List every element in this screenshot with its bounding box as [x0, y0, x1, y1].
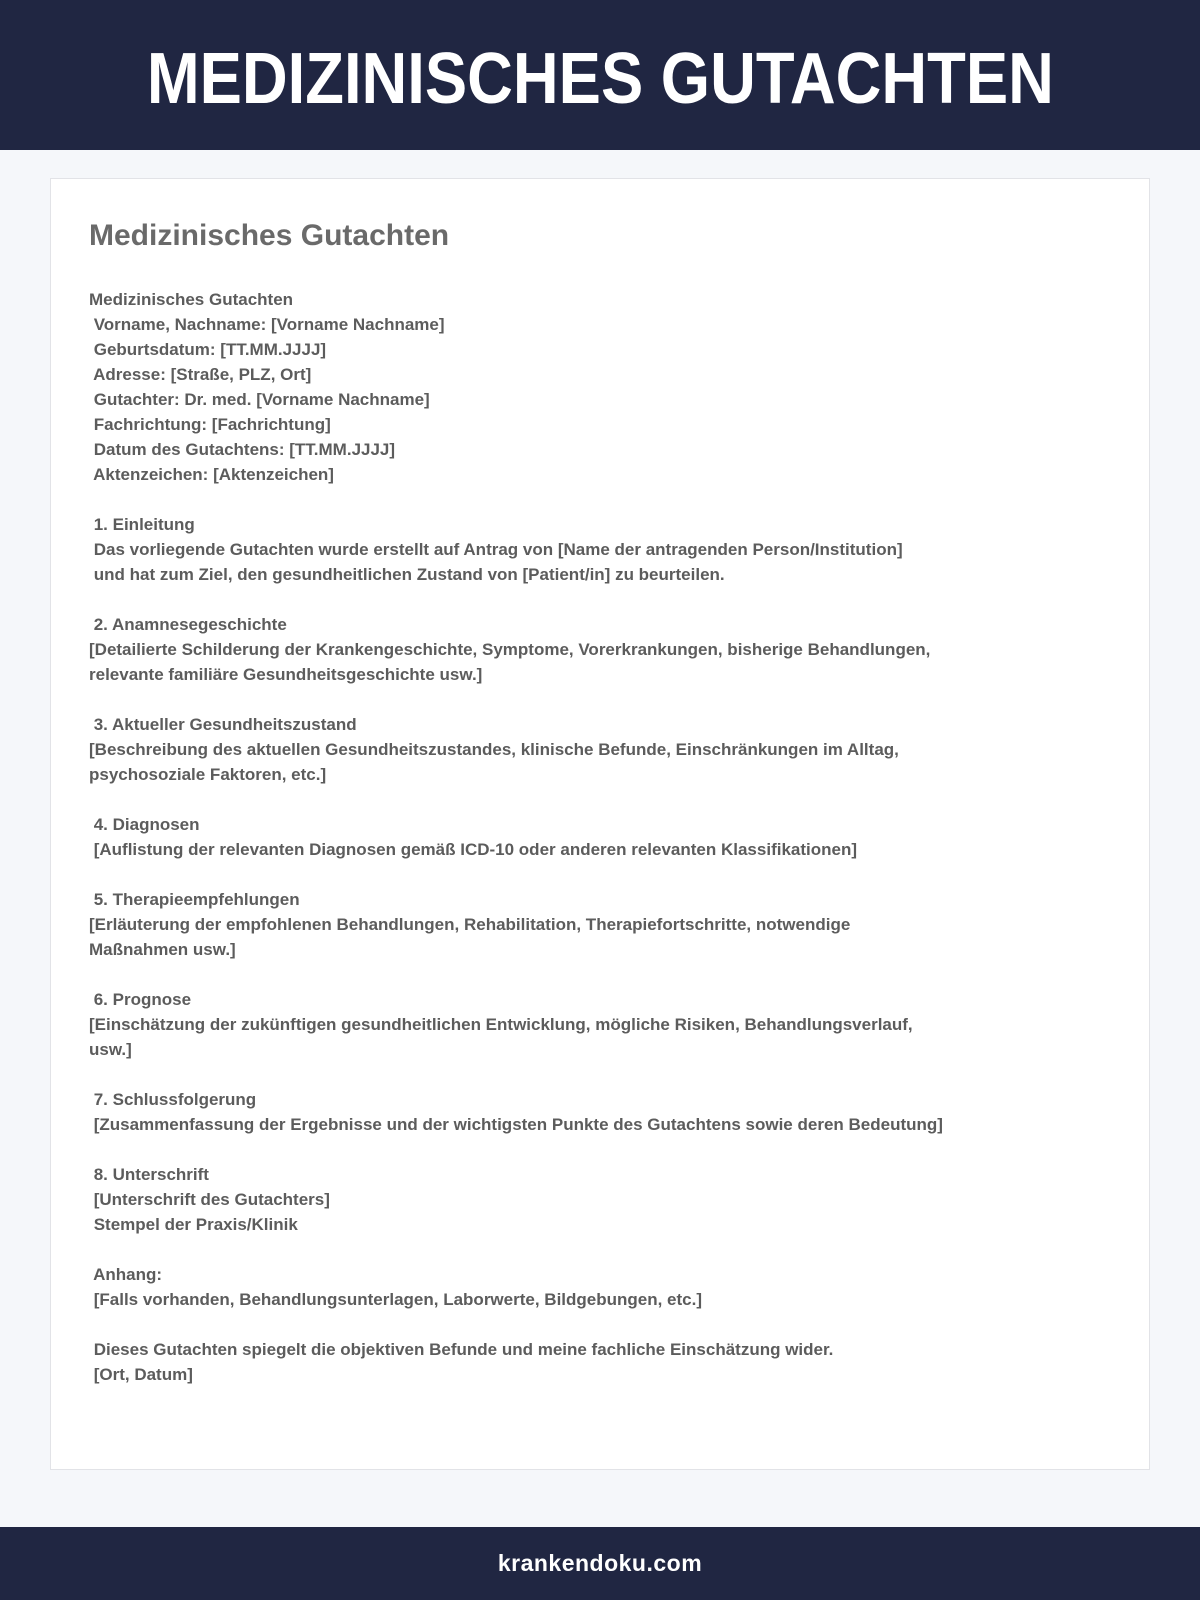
document-line: [Beschreibung des aktuellen Gesundheitszustandes, klinische Befunde, Einschränkungen im Alltag,	[89, 740, 899, 759]
document-line: 7. Schlussfolgerung	[89, 1090, 257, 1109]
document-line: 5. Therapieempfehlungen	[89, 890, 300, 909]
document-line: [Falls vorhanden, Behandlungsunterlagen, Laborwerte, Bildgebungen, etc.]	[89, 1290, 703, 1309]
document-line: 6. Prognose	[89, 990, 192, 1009]
document-line: Geburtsdatum: [TT.MM.JJJJ]	[89, 340, 327, 359]
document-line: Medizinisches Gutachten	[89, 290, 294, 309]
document-line	[89, 587, 1111, 612]
document-card	[50, 178, 1150, 1470]
document-line	[89, 1062, 1111, 1087]
document-line: Dieses Gutachten spiegelt die objektiven Befunde und meine fachliche Einschätzung wider.	[89, 1340, 834, 1359]
document-line	[89, 962, 1111, 987]
document-line	[89, 487, 1111, 512]
document-line: Aktenzeichen: [Aktenzeichen]	[89, 465, 334, 484]
header-banner	[0, 0, 1200, 150]
document-line: 3. Aktueller Gesundheitszustand	[89, 715, 357, 734]
document-line: 8. Unterschrift	[89, 1165, 209, 1184]
document-line: relevante familiäre Gesundheitsgeschichte usw.]	[89, 665, 483, 684]
document-line	[89, 787, 1111, 812]
document-line: Stempel der Praxis/Klinik	[89, 1215, 298, 1234]
document-line: Gutachter: Dr. med. [Vorname Nachname]	[89, 390, 430, 409]
document-line: [Unterschrift des Gutachters]	[89, 1190, 330, 1209]
document-line: Vorname, Nachname: [Vorname Nachname]	[89, 315, 445, 334]
document-line: 1. Einleitung	[89, 515, 195, 534]
document-line: [Erläuterung der empfohlenen Behandlungen, Rehabilitation, Therapiefortschritte, notwendige	[89, 915, 851, 934]
document-line: [Auflistung der relevanten Diagnosen gemäß ICD-10 oder anderen relevanten Klassifikationen]	[89, 840, 858, 859]
document-line: Datum des Gutachtens: [TT.MM.JJJJ]	[89, 440, 396, 459]
document-line	[89, 1137, 1111, 1162]
document-line: 2. Anamnesegeschichte	[89, 615, 287, 634]
page-title: MEDIZINISCHES GUTACHTEN	[146, 39, 1054, 119]
document-line	[89, 1312, 1111, 1337]
document-line: Anhang:	[89, 1265, 163, 1284]
document-line	[89, 1237, 1111, 1262]
document-line	[89, 687, 1111, 712]
document-line: Das vorliegende Gutachten wurde erstellt auf Antrag von [Name der antragenden Person/Institution]	[89, 540, 903, 559]
document-line: Maßnahmen usw.]	[89, 940, 236, 959]
document-line: Fachrichtung: [Fachrichtung]	[89, 415, 331, 434]
document-line: 4. Diagnosen	[89, 815, 200, 834]
document-body	[89, 287, 1111, 1387]
footer-site-label: krankendoku.com	[497, 1550, 703, 1576]
document-line	[89, 862, 1111, 887]
document-line: [Detailierte Schilderung der Krankengeschichte, Symptome, Vorerkrankungen, bisherige Behandlungen,	[89, 640, 931, 659]
document-heading: Medizinisches Gutachten	[89, 219, 450, 252]
document-line: Adresse: [Straße, PLZ, Ort]	[89, 365, 312, 384]
document-line: und hat zum Ziel, den gesundheitlichen Zustand von [Patient/in] zu beurteilen.	[89, 565, 725, 584]
document-line: [Ort, Datum]	[89, 1365, 193, 1384]
document-line: [Zusammenfassung der Ergebnisse und der wichtigsten Punkte des Gutachtens sowie deren Bedeutung]	[89, 1115, 943, 1134]
document-line: usw.]	[89, 1040, 132, 1059]
document-line: [Einschätzung der zukünftigen gesundheitlichen Entwicklung, mögliche Risiken, Behandlungsverlauf,	[89, 1015, 913, 1034]
footer	[0, 1527, 1200, 1600]
document-line: psychosoziale Faktoren, etc.]	[89, 765, 327, 784]
